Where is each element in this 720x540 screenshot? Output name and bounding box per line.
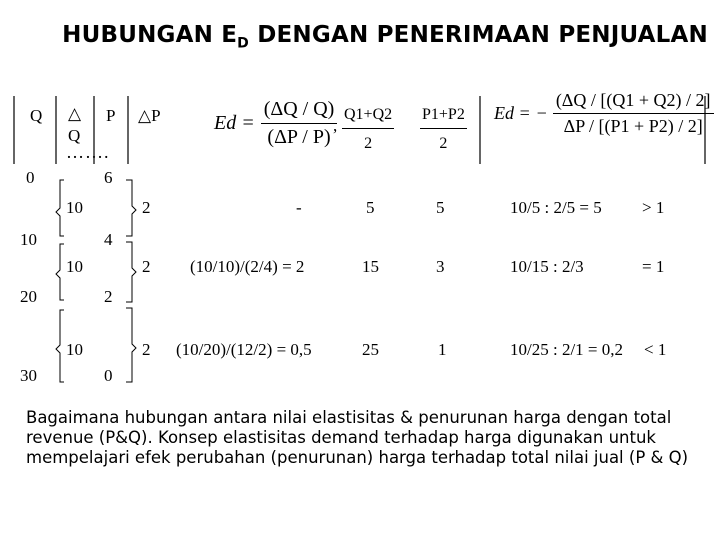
delta-p-value: 2 xyxy=(142,257,151,276)
formula-arc-elasticity: Ed = $\frac{(\Delta Q / Q)}{(\Delta P / P)}$ xyxy=(214,98,337,149)
formula-midpoint-elasticity: Ed = − $\frac{(\Delta Q / [(Q1 + Q2) / 2]}{\Delta P / [(P1 + P2) / 2]}$ xyxy=(494,90,714,137)
header-delta-q-letter: Q xyxy=(68,126,81,145)
q-level: 20 xyxy=(20,287,37,306)
p-level: 2 xyxy=(104,287,113,306)
q-sum-value: 25 xyxy=(362,340,379,359)
p-sum-value: 1 xyxy=(438,340,447,359)
header-q: Q xyxy=(30,106,43,125)
q-level: 30 xyxy=(20,366,37,385)
q-midpoint-formula: $\frac{Q1+Q2}{2}$ xyxy=(344,106,393,152)
elasticity-relation: > 1 xyxy=(642,198,665,217)
delta-icon: △ xyxy=(68,104,82,123)
p-level: 4 xyxy=(104,230,113,249)
q-sum-value: 5 xyxy=(366,198,375,217)
delta-p-value: 2 xyxy=(142,340,151,359)
elasticity-relation: < 1 xyxy=(644,340,667,359)
delta-q-value: 10 xyxy=(66,257,83,276)
p-level: 6 xyxy=(104,168,113,187)
p-midpoint-formula: $\frac{P1+P2}{2}$ xyxy=(422,106,465,152)
formula-comma: , xyxy=(333,116,338,135)
q-sum-value: 15 xyxy=(362,257,379,276)
midpoint-calc: 10/5 : 2/5 = 5 xyxy=(510,198,602,217)
ed-value: - xyxy=(296,198,302,217)
ed-value: (10/10)/(2/4) = 2 xyxy=(190,257,305,276)
page-title: HUBUNGAN $E_D$ DENGAN PENERIMAAN PENJUALAN xyxy=(62,22,708,52)
q-level: 0 xyxy=(26,168,35,187)
q-level: 10 xyxy=(20,230,37,249)
delta-q-value: 10 xyxy=(66,198,83,217)
delta-q-value: 10 xyxy=(66,340,83,359)
midpoint-calc: 10/15 : 2/3 xyxy=(510,257,584,276)
header-dots: ……. xyxy=(66,142,110,162)
midpoint-calc: 10/25 : 2/1 = 0,2 xyxy=(510,340,624,359)
delta-p-value: 2 xyxy=(142,198,151,217)
explanation-paragraph: Bagaimana hubungan antara nilai elastisitas & penurunan harga dengan total revenue (P&Q). Konsep elastisitas demand terhadap harga digunakan untuk mempelajari efek perubahan (penurunan) harga terhadap total nilai jual (P & Q) xyxy=(26,408,689,467)
p-sum-value: 5 xyxy=(436,198,445,217)
ed-value: (10/20)/(12/2) = 0,5 xyxy=(176,340,312,359)
elasticity-relation: = 1 xyxy=(642,257,665,276)
header-delta-p: △P xyxy=(138,106,161,125)
header-p: P xyxy=(106,106,116,125)
p-level: 0 xyxy=(104,366,113,385)
p-sum-value: 3 xyxy=(436,257,445,276)
